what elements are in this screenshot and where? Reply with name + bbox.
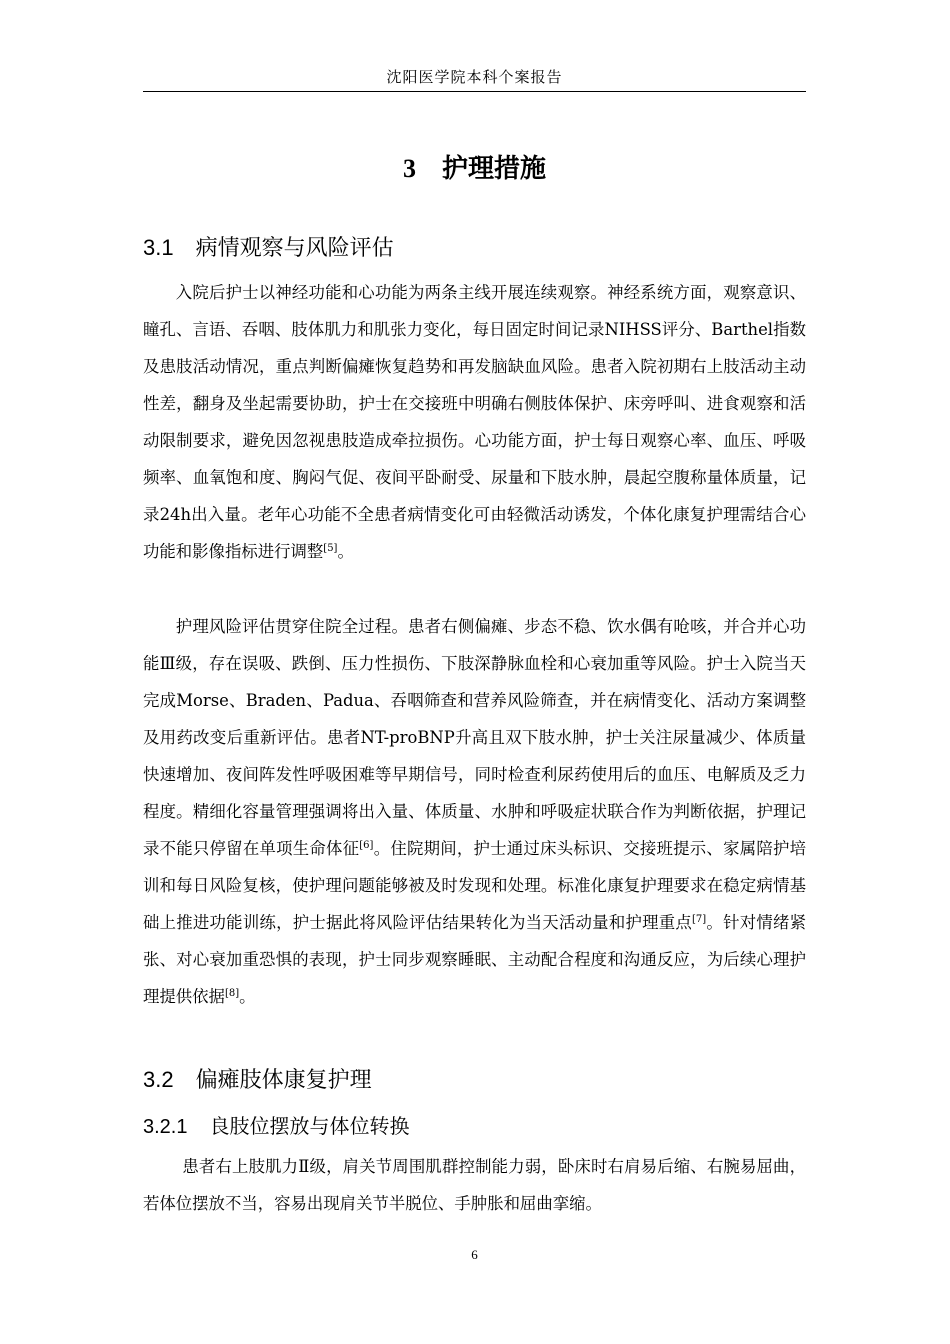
citation: [5] (323, 543, 338, 554)
chapter-number: 3 (402, 154, 416, 183)
section-heading-3-1 (143, 231, 394, 262)
page-number: 6 (471, 1247, 478, 1262)
section-heading-3-2 (143, 1063, 372, 1094)
paragraph-end: 。 (239, 987, 256, 1006)
paragraph-risk-assessment (143, 608, 806, 1015)
paragraph-text: 护理风险评估贯穿住院全过程。患者右侧偏瘫、步态不稳、饮水偶有呛咳，并合并心功能Ⅲ级，存在误吸、跌倒、压力性损伤、下肢深静脉血栓和心衰加重等风险。护士入院当天完成Morse、Braden、Padua、吞咽筛查和营养风险筛查，并在病情变化、活动方案调整及用药改变后重新评估。患者NT-proBNP升高且双下肢水肿，护士关注尿量减少、体质量快速增加、夜间阵发性呼吸困难等早期信号，同时检查利尿药使用后的血压、电解质及乏力程度。精细化容量管理强调将出入量、体质量、水肿和呼吸症状联合作为判断依据，护理记录不能只停留在单项生命体征 (143, 617, 806, 858)
section-title: 偏瘫肢体康复护理 (195, 1068, 372, 1093)
header-divider (143, 91, 806, 92)
paragraph-text: 患者右上肢肌力Ⅱ级，肩关节周围肌群控制能力弱，卧床时右肩易后缩、右腕易屈曲，若体位摆放不当，容易出现肩关节半脱位、手肿胀和屈曲挛缩。 (143, 1157, 806, 1213)
citation: [6] (359, 840, 374, 851)
section-title: 病情观察与风险评估 (195, 236, 394, 261)
chapter-title (143, 148, 806, 185)
page-header: 沈阳医学院本科个案报告 (386, 68, 563, 86)
section-number: 3.2 (143, 1067, 174, 1092)
subsection-number: 3.2.1 (143, 1116, 188, 1138)
subsection-heading-3-2-1 (143, 1110, 409, 1139)
paragraph-observation (143, 274, 806, 570)
subsection-title: 良肢位摆放与体位转换 (209, 1114, 410, 1138)
paragraph-positioning (143, 1148, 806, 1222)
citation: [8] (224, 988, 240, 999)
paragraph-text: 入院后护士以神经功能和心功能为两条主线开展连续观察。神经系统方面，观察意识、瞳孔、言语、吞咽、肢体肌力和肌张力变化，每日固定时间记录NIHSS评分、Barthel指数及患肢活动情况，重点判断偏瘫恢复趋势和再发脑缺血风险。患者入院初期右上肢活动主动性差，翻身及坐起需要协助，护士在交接班中明确右侧肢体保护、床旁呼叫、进食观察和活动限制要求，避免因忽视患肢造成牵拉损伤。心功能方面，护士每日观察心率、血压、呼吸频率、血氧饱和度、胸闷气促、夜间平卧耐受、尿量和下肢水肿，晨起空腹称量体质量，记录24h出入量。老年心功能不全患者病情变化可由轻微活动诱发，个体化康复护理需结合心功能和影像指标进行调整 (143, 283, 806, 561)
citation: [7] (692, 914, 707, 925)
chapter-title-text: 护理措施 (441, 154, 546, 184)
paragraph-text: 。住院期间，护士通过床头标识、交接班提示、家属陪护培训和每日风险复核，使护理问题能够被及时发现和处理。标准化康复护理要求在稳定病情基础上推进功能训练，护士据此将风险评估结果转化为当天活动量和护理重点 (143, 839, 807, 932)
paragraph-text: 。针对情绪紧张、对心衰加重恐惧的表现，护士同步观察睡眠、主动配合程度和沟通反应，为后续心理护理提供依据 (143, 913, 807, 1006)
paragraph-end: 。 (337, 542, 354, 561)
section-number: 3.1 (143, 235, 174, 260)
